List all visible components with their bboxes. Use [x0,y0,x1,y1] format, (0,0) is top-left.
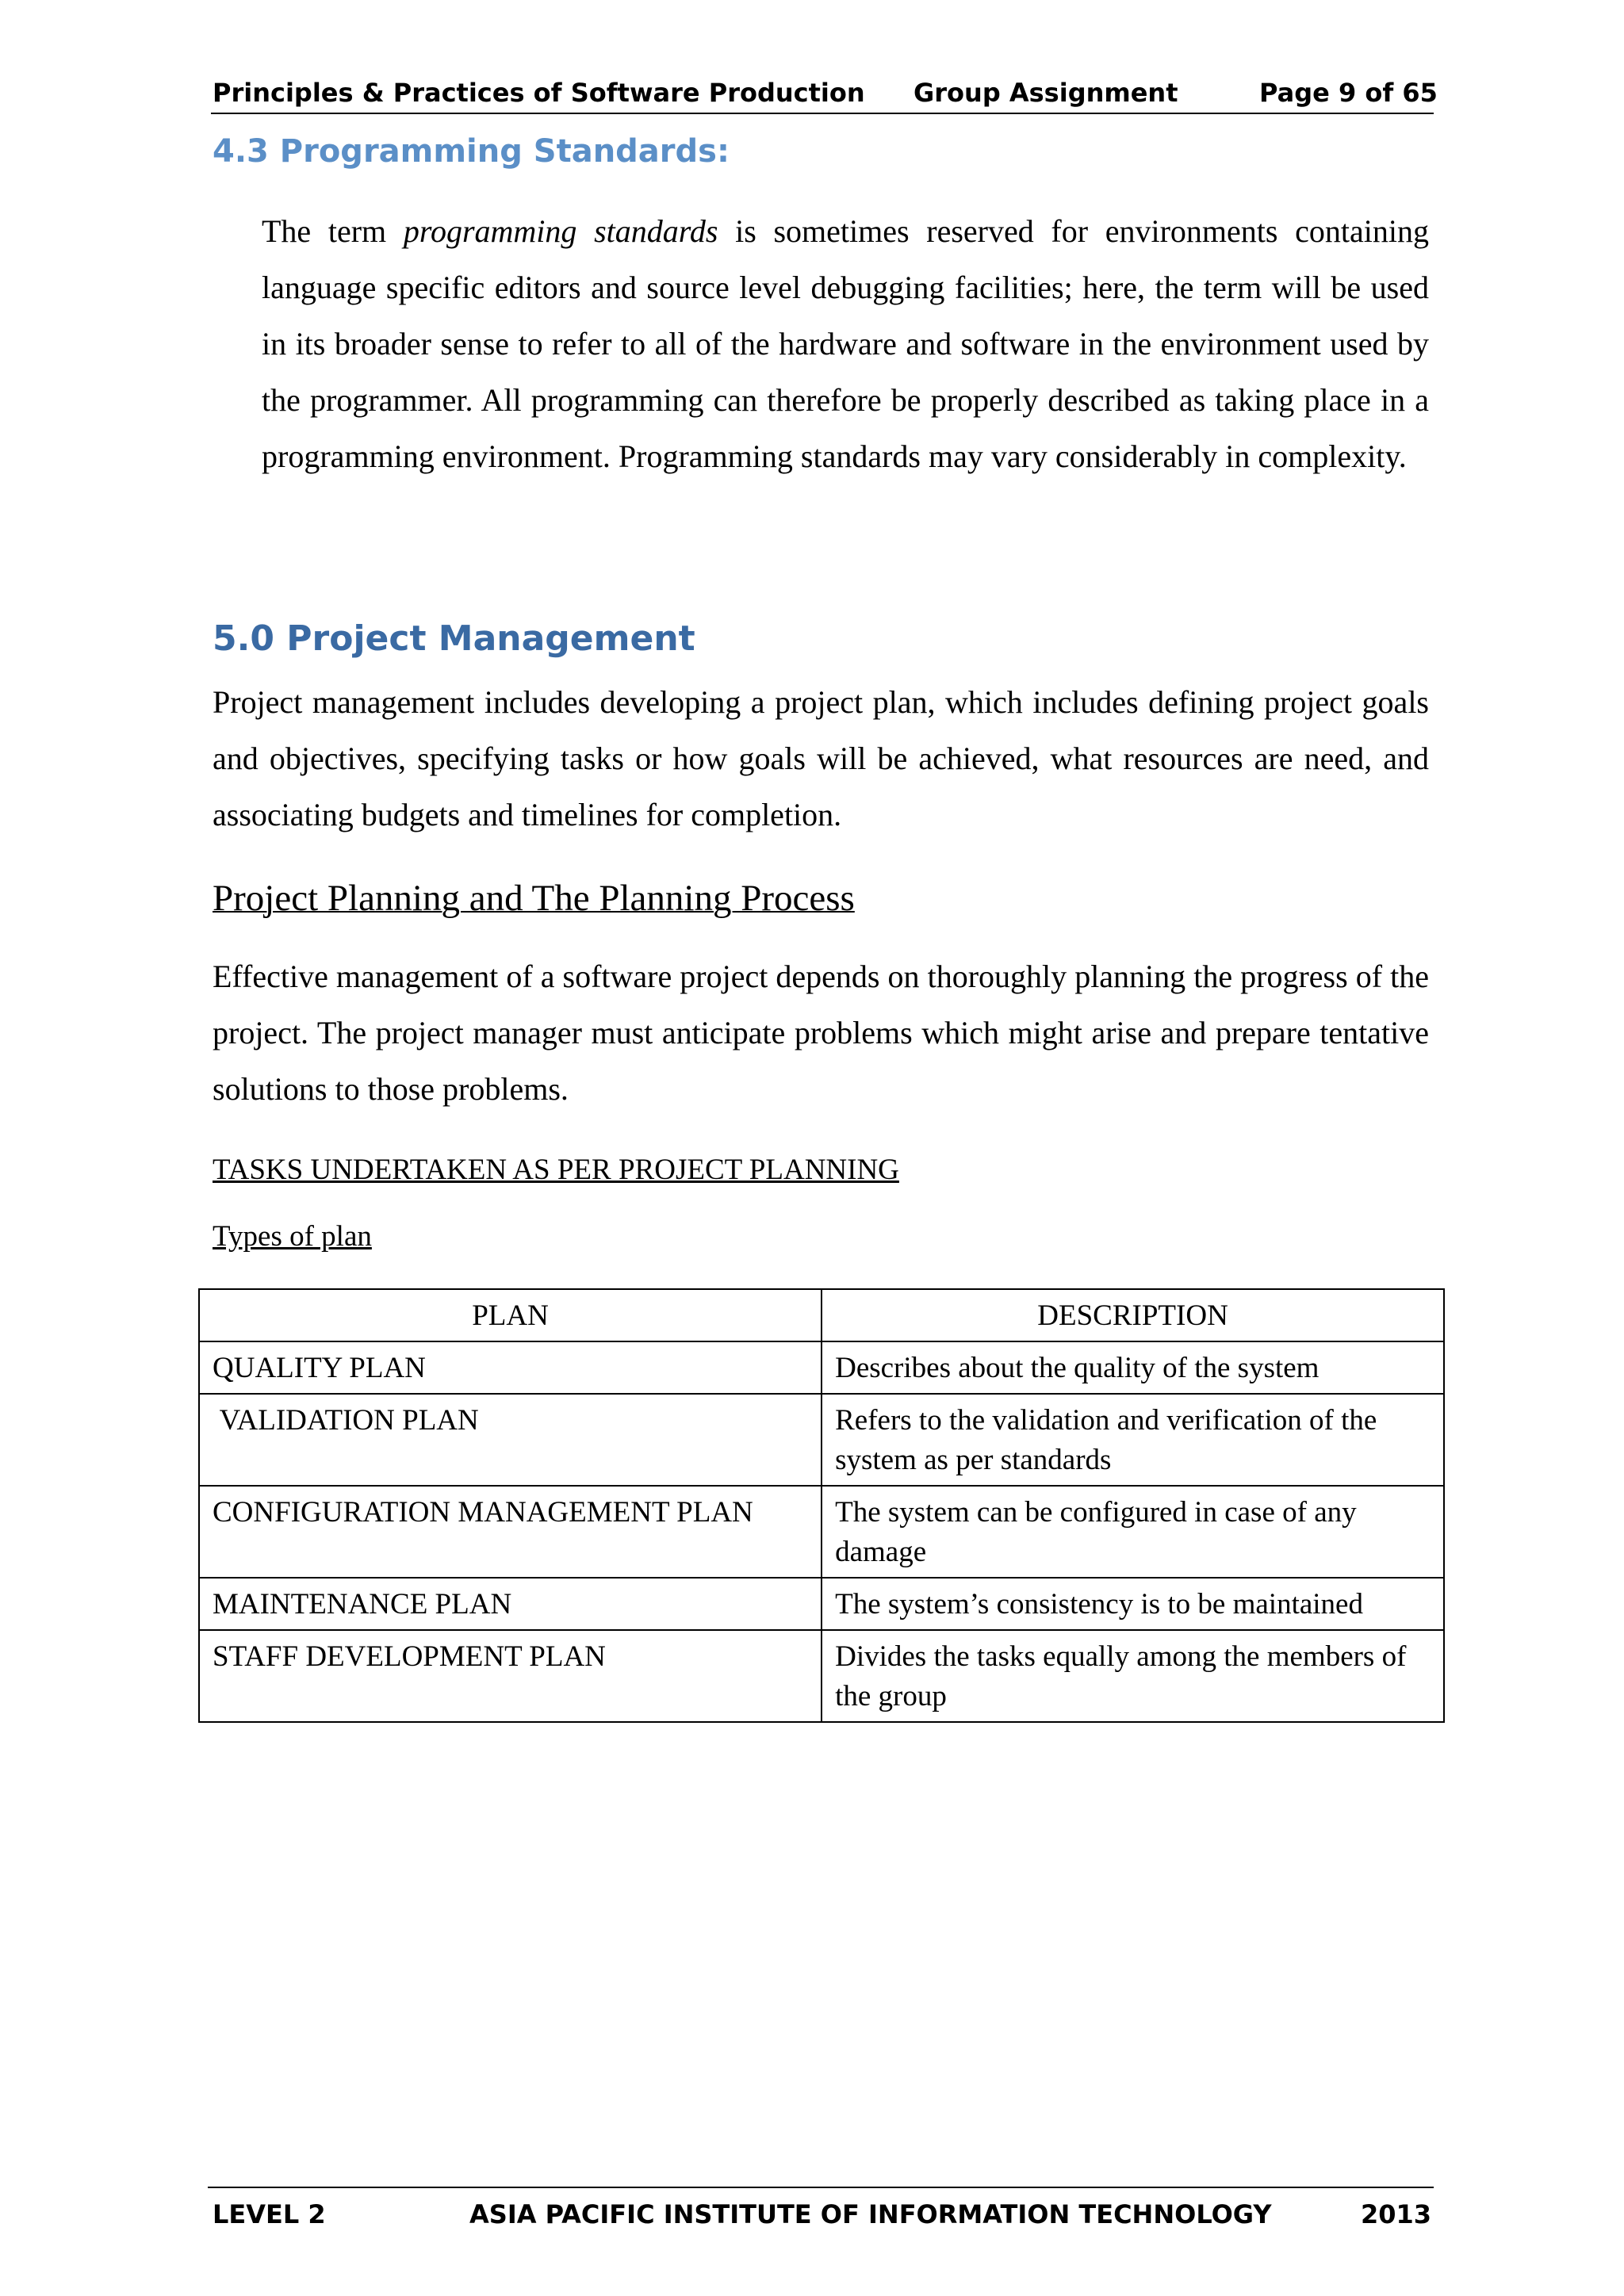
table-cell-description: Refers to the validation and verification of the system as per standards [822,1394,1444,1486]
header-course-title: Principles & Practices of Software Production [213,78,865,108]
table-cell-plan: STAFF DEVELOPMENT PLAN [199,1630,822,1722]
programming-standards-paragraph [262,203,1429,484]
header-page-number: Page 9 of 65 [1259,78,1438,108]
subheading-project-planning: Project Planning and The Planning Process [213,878,855,919]
table-cell-description: Divides the tasks equally among the members of the group [822,1630,1444,1722]
table-header-row [199,1289,1444,1341]
table-row [199,1341,1444,1394]
table-cell-plan: QUALITY PLAN [199,1341,822,1394]
table-row [199,1394,1444,1486]
plan-table [198,1288,1445,1723]
table-cell-plan: MAINTENANCE PLAN [199,1578,822,1630]
section-heading-programming-standards: 4.3 Programming Standards: [213,133,730,170]
table-cell-description: The system’s consistency is to be maintained [822,1578,1444,1630]
table-row [199,1630,1444,1722]
table-row [199,1578,1444,1630]
project-planning-paragraph: Effective management of a software project depends on thoroughly planning the progress of the project. The project manager must anticipate problems which might arise and prepare tentative solutions to those problems. [213,959,1429,1107]
table-cell-description: The system can be configured in case of any damage [822,1486,1444,1578]
table-cell-plan: CONFIGURATION MANAGEMENT PLAN [199,1486,822,1578]
page-footer [208,2187,1434,2228]
paragraph-text-rest: is sometimes reserved for environments containing language specific editors and source level debugging facilities; here, the term will be used in its broader sense to refer to all of the hardware and software in the environment used by the programmer. All programming can therefore be properly described as taking place in a programming environment. Programming standards may vary considerably in complexity. [262,213,1429,474]
table-header-plan: PLAN [199,1289,822,1341]
table-row [199,1486,1444,1578]
page-header [211,78,1438,114]
table-cell-description: Describes about the quality of the system [822,1341,1444,1394]
table-header-description: DESCRIPTION [822,1289,1444,1341]
paragraph-text-start: The term [262,213,404,249]
table-cell-plan: VALIDATION PLAN [199,1394,822,1486]
project-management-paragraph: Project management includes developing a project plan, which includes defining project goals and objectives, specifying tasks or how goals will be achieved, what resources are need, and associating budgets and timelines for completion. [213,684,1429,832]
subheading-types-of-plan: Types of plan [213,1220,372,1253]
footer-level: LEVEL 2 [213,2199,326,2229]
section-heading-project-management: 5.0 Project Management [213,618,695,659]
footer-year: 2013 [1361,2199,1432,2229]
header-assignment: Group Assignment [914,78,1178,108]
footer-institute: ASIA PACIFIC INSTITUTE OF INFORMATION TECHNOLOGY [469,2199,1272,2229]
paragraph-term-italic: programming standards [403,213,718,249]
subheading-tasks-undertaken: TASKS UNDERTAKEN AS PER PROJECT PLANNING [213,1154,899,1186]
